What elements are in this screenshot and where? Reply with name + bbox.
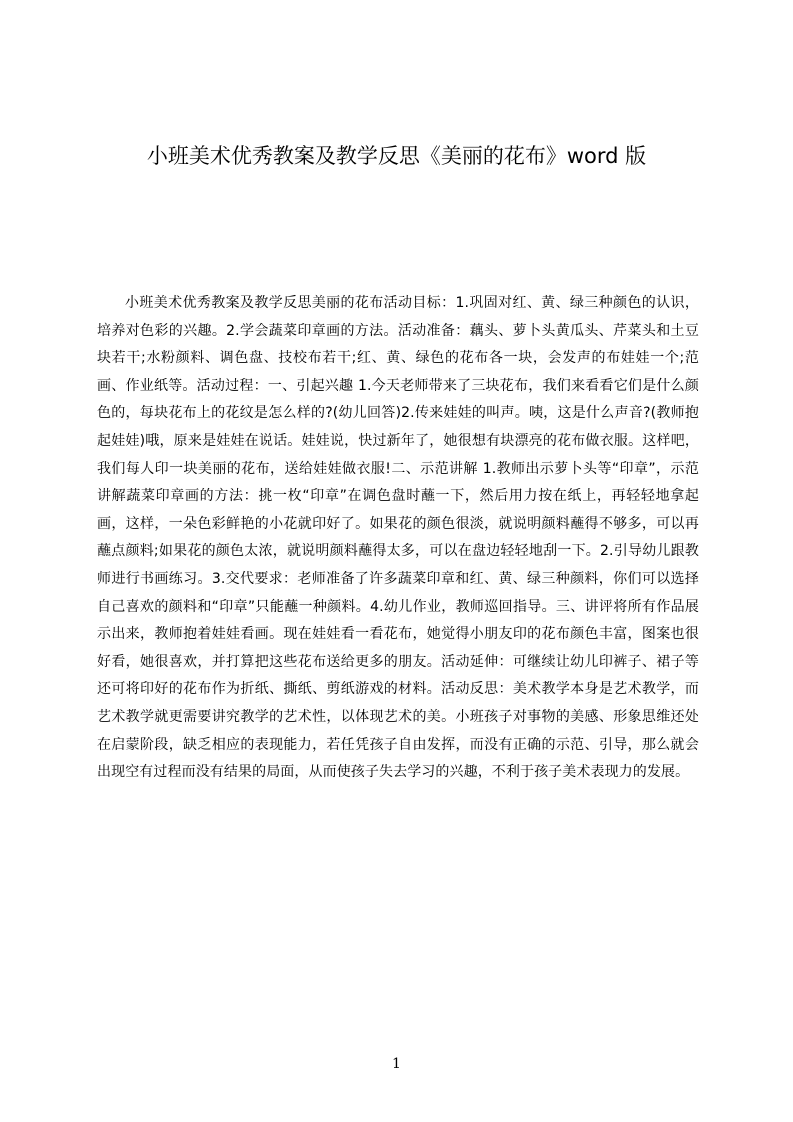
- page-number: 1: [392, 1056, 401, 1072]
- document-body: 小班美术优秀教案及教学反思美丽的花布活动目标：1.巩固对红、黄、绿三种颜色的认识，培养对色彩的兴趣。2.学会蔬菜印章画的方法。活动准备：藕头、萝卜头黄瓜头、芹菜头和土豆块若干;水粉颜料、调色盘、技校布若干;红、黄、绿色的花布各一块，会发声的布娃娃一个;范画、作业纸等。活动过程：一、引起兴趣 1.今天老师带来了三块花布，我们来看看它们是什么颜色的，每块花布上的花纹是怎么样的?(幼儿回答)2.传来娃娃的叫声。咦，这是什么声音?(教师抱起娃娃)哦，原来是娃娃在说话。娃娃说，快过新年了，她很想有块漂亮的花布做衣服。这样吧，我们每人印一块美丽的花布，送给娃娃做衣服!二、示范讲解 1.教师出示萝卜头等“印章”，示范讲解蔬菜印章画的方法：挑一枚“印章”在调色盘时蘸一下，然后用力按在纸上，再轻轻地拿起画，这样，一朵色彩鲜艳的小花就印好了。如果花的颜色很淡，就说明颜料蘸得不够多，可以再蘸点颜料;如果花的颜色太浓，就说明颜料蘸得太多，可以在盘边轻轻地刮一下。2.引导幼儿跟教师进行书画练习。3.交代要求：老师准备了许多蔬菜印章和红、黄、绿三种颜料，你们可以选择自己喜欢的颜料和“印章”只能蘸一种颜料。4.幼儿作业，教师巡回指导。三、讲评将所有作品展示出来，教师抱着娃娃看画。现在娃娃看一看花布，她觉得小朋友印的花布颜色丰富，图案也很好看，她很喜欢，并打算把这些花布送给更多的朋友。活动延伸：可继续让幼儿印裤子、裙子等还可将印好的花布作为折纸、撕纸、剪纸游戏的材料。活动反思：美术教学本身是艺术教学，而艺术教学就更需要讲究教学的艺术性，以体现艺术的美。小班孩子对事物的美感、形象思维还处在启蒙阶段，缺乏相应的表现能力，若任凭孩子自由发挥，而没有正确的示范、引导，那么就会出现空有过程而没有结果的局面，从而使孩子失去学习的兴趣，不利于孩子美术表现力的发展。: [97, 295, 699, 781]
- document-title: 小班美术优秀教案及教学反思《美丽的花布》word 版: [146, 144, 647, 168]
